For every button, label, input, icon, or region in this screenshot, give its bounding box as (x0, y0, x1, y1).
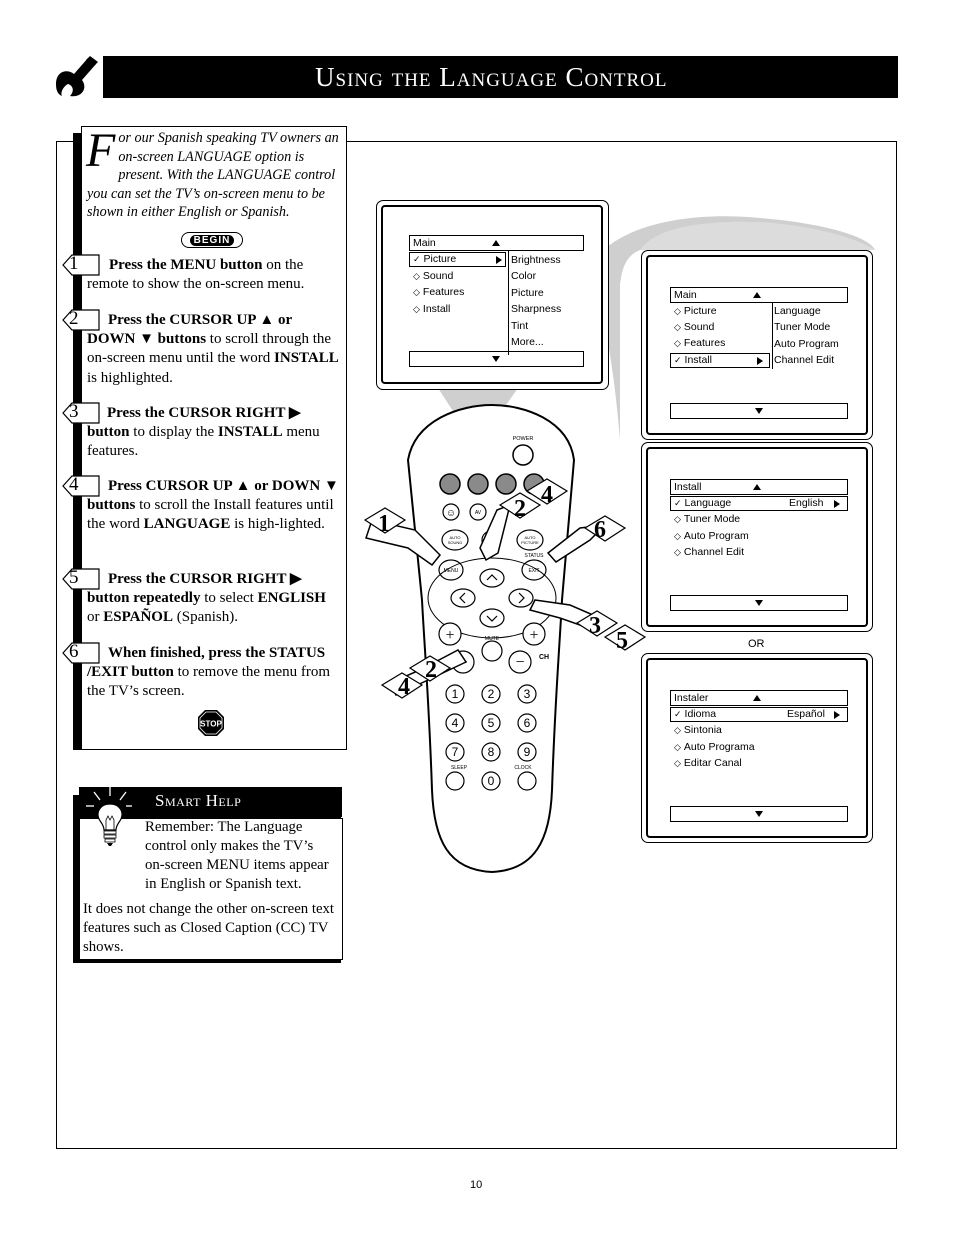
menu-footer (670, 403, 848, 419)
callout-4-lower: 4 (398, 674, 410, 700)
svg-text:9: 9 (523, 745, 531, 759)
page-title: Using the Language Control (315, 62, 668, 92)
menu-footer (670, 595, 848, 611)
submenu-item: More... (511, 336, 544, 348)
tv-screen-4-display (646, 658, 868, 838)
menu-header: Main (409, 235, 584, 251)
svg-text:8: 8 (487, 745, 495, 759)
svg-text:6: 6 (523, 716, 531, 730)
callout-4: 4 (541, 482, 553, 508)
svg-text:AUTO: AUTO (524, 535, 536, 540)
step-number-badge: 5 (62, 568, 98, 590)
tv-screen-1-display (381, 205, 603, 384)
submenu-item: Channel Edit (774, 354, 835, 366)
drop-cap: F (86, 124, 116, 177)
av-label: AV (474, 510, 482, 516)
callout-2: 2 (514, 496, 526, 522)
svg-text:5: 5 (487, 716, 495, 730)
ch-label: CH (538, 654, 550, 661)
menu-footer (409, 351, 584, 367)
title-bar (103, 56, 898, 98)
svg-text:+: + (529, 627, 539, 644)
or-label: OR (748, 638, 765, 650)
smart-help-title: Smart Help (155, 791, 242, 810)
menu-item: ✓ Install (674, 354, 712, 366)
language-value: English (789, 497, 824, 509)
tv-screen-2-display (646, 255, 868, 435)
tv-screen-2 (641, 250, 873, 440)
svg-text:STOP: STOP (200, 719, 222, 729)
svg-text:3: 3 (523, 687, 531, 701)
power-label: POWER (512, 436, 534, 442)
svg-text:1: 1 (451, 687, 459, 701)
step-number-badge: 2 (62, 309, 98, 331)
submenu-item: Tuner Mode (774, 321, 831, 333)
step-number-badge: 6 (62, 642, 98, 664)
menu-item: ◇ Sound (674, 321, 715, 333)
menu-header: Install (670, 479, 848, 495)
step-6: 6 When finished, press the STATUS /EXIT button to remove the menu from the TV’s screen. (87, 644, 339, 702)
menu-item: ◇ Install (413, 303, 451, 315)
menu-item: ◇ Sound (413, 270, 454, 282)
menu-item: ◇ Tuner Mode (674, 513, 741, 525)
page-number: 10 (470, 1179, 483, 1191)
menu-item: ◇ Editar Canal (674, 757, 742, 769)
step-3: 3 Press the CURSOR RIGHT ▶ button to display the INSTALL menu features. (87, 404, 339, 462)
tv-screen-3-display (646, 447, 868, 627)
callout-5: 5 (616, 628, 628, 654)
svg-text:4: 4 (451, 716, 459, 730)
step-5: 5 Press the CURSOR RIGHT ▶ button repeatedly to select ENGLISH or ESPAÑOL (Spanish). (87, 570, 339, 628)
callout-2-lower: 2 (425, 657, 437, 683)
step-4: 4 Press CURSOR UP ▲ or DOWN ▼ buttons to scroll the Install features until the word LANGUAGE is high-lighted. (87, 477, 339, 535)
submenu-item: Tint (511, 320, 529, 332)
mute-label: MUTE (484, 636, 500, 642)
exit-label: EXIT (528, 568, 540, 574)
submenu-item: Color (511, 270, 537, 282)
step-number-badge: 3 (62, 402, 98, 424)
status-label: STATUS (524, 553, 544, 559)
callout-6: 6 (594, 517, 606, 543)
stop-sign-icon (197, 709, 225, 737)
menu-item: ◇ Auto Programa (674, 741, 755, 753)
sleep-label: SLEEP (450, 765, 468, 771)
tv-screen-3 (641, 442, 873, 632)
svg-text:AUTO: AUTO (449, 535, 461, 540)
menu-item: ◇ Features (413, 286, 465, 298)
tv-screen-4 (641, 653, 873, 843)
smart-help-paragraph-2: It does not change the other on-screen text features such as Closed Caption (CC) TV shows. (83, 901, 335, 955)
submenu-item: Sharpness (511, 303, 562, 315)
submenu-item: Brightness (511, 254, 561, 266)
tv-screen-1 (376, 200, 609, 390)
menu-header: Main (670, 287, 848, 303)
menu-item: ◇ Features (674, 337, 726, 349)
menu-header: Instaler (670, 690, 848, 706)
step-1: 1 Press the MENU button on the remote to show the on-screen menu. (87, 256, 339, 294)
menu-item: ◇ Picture (674, 305, 717, 317)
menu-item: ◇ Sintonia (674, 724, 722, 736)
menu-footer (670, 806, 848, 822)
menu-item: ✓ Language (674, 497, 732, 509)
menu-item: ✓ Idioma (674, 708, 717, 720)
menu-item: ◇ Auto Program (674, 530, 749, 542)
intro-text: or our Spanish speaking TV owners an on-screen LANGUAGE option is present. With the LANGUAGE control you can set the TV’s on-screen menu to be shown in either English or Spanish. (87, 130, 339, 221)
menu-item: ◇ Channel Edit (674, 546, 745, 558)
step-number-badge: 4 (62, 475, 98, 497)
intro-paragraph (86, 124, 339, 222)
svg-text:−: − (515, 654, 525, 671)
svg-text:+: + (445, 627, 455, 644)
submenu-item: Picture (511, 287, 544, 299)
svg-text:PICTURE: PICTURE (521, 540, 539, 545)
power-button (513, 445, 533, 465)
svg-text:2: 2 (487, 687, 495, 701)
clock-label: CLOCK (514, 765, 532, 771)
svg-text:SOUND: SOUND (447, 540, 463, 545)
submenu-item: Language (774, 305, 821, 317)
svg-text:7: 7 (451, 745, 459, 759)
svg-text:0: 0 (487, 774, 495, 788)
menu-label: MENU (443, 568, 459, 574)
menu-item: ✓ Picture (413, 253, 457, 265)
language-value: Español (787, 708, 825, 720)
callout-1: 1 (378, 511, 390, 537)
svg-text:☺: ☺ (445, 508, 457, 519)
smart-help-paragraph-1: Remember: The Language control only makes the TV’s on-screen MENU items appear in English or Spanish text. (145, 819, 329, 892)
smart-help-text (83, 818, 336, 963)
wrench-icon (52, 54, 100, 100)
submenu-item: Auto Program (774, 338, 839, 350)
begin-badge: BEGIN (181, 232, 243, 248)
step-number-badge: 1 (62, 254, 98, 276)
step-2: 2 Press the CURSOR UP ▲ or DOWN ▼ buttons to scroll through the on-screen menu until the word INSTALL is highlighted. (87, 311, 339, 388)
callout-3: 3 (589, 613, 601, 639)
